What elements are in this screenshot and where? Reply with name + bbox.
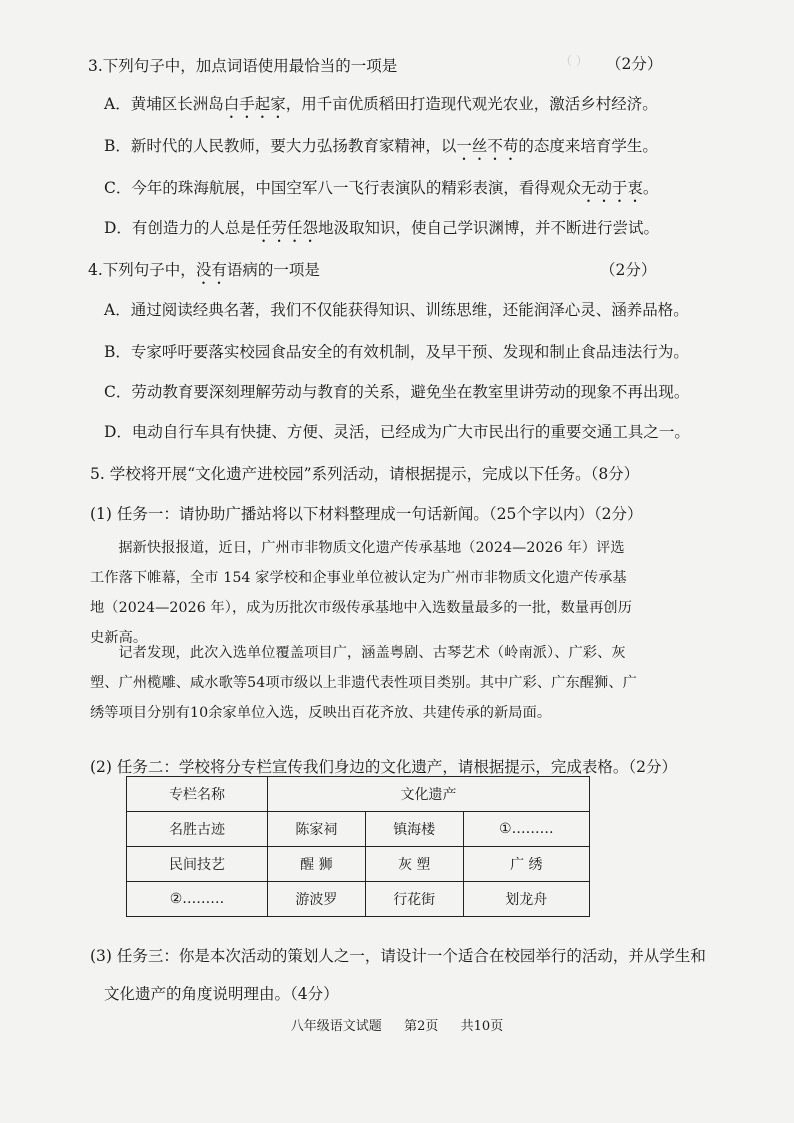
question-4-score: （2分） — [600, 261, 657, 279]
table-row — [127, 812, 590, 847]
task-1-prompt: (1) 任务一：请协助广播站将以下材料整理成一句话新闻。（25个字以内）（2分） — [90, 505, 643, 523]
question-4-stem: 4.下列句子中，没有语病的一项是 — [88, 261, 320, 279]
question-4-option-d: D．电动自行车具有快捷、方便、灵活，已经成为广大市民出行的重要交通工具之一。 — [104, 423, 690, 441]
table-cell: 划龙舟 — [463, 882, 589, 917]
dotted-word: 一丝不苟 — [456, 137, 519, 155]
table-cell-column-name: 名胜古迹 — [127, 812, 268, 847]
table-header-cell: 文化遗产 — [268, 777, 590, 812]
table-cell-blank-2: ②……… — [127, 882, 268, 917]
question-3-option-d: D．有创造力的人总是任劳任怨地汲取知识，使自己学识渊博，并不断进行尝试。 — [104, 219, 659, 237]
footer-page-number: 第2页 — [404, 1019, 439, 1034]
task-2-prompt: (2) 任务二：学校将分专栏宣传我们身边的文化遗产，请根据提示，完成表格。（2分） — [90, 758, 677, 776]
task-3-prompt-line-2: 文化遗产的角度说明理由。（4分） — [104, 985, 339, 1003]
dotted-word: 无动于衷 — [580, 179, 643, 197]
task-3-prompt-line-1: (3) 任务三：你是本次活动的策划人之一，请设计一个适合在校园举行的活动，并从学生和 — [90, 947, 706, 965]
news-material-paragraph-1: 据新快报报道，近日，广州市非物质文化遗产传承基地（2024—2026 年）评选工作落下帷幕，全市 154 家学校和企事业单位被认定为广州市非物质文化遗产传承基地（2024—2026 年），成为历批次市级传承基地中入选数量最多的一批，数量再创历史新高。 — [90, 540, 633, 646]
question-5-stem: 5. 学校将开展“文化遗产进校园”系列活动，请根据提示，完成以下任务。（8分） — [90, 465, 640, 483]
question-3-option-b: B．新时代的人民教师，要大力弘扬教育家精神，以一丝不苟的态度来培育学生。 — [104, 137, 658, 155]
footer-subject: 八年级语文试题 — [290, 1019, 382, 1034]
heritage-table — [126, 776, 590, 917]
question-4-option-c: C．劳动教育要深刻理解劳动与教育的关系，避免坐在教室里讲劳动的现象不再出现。 — [104, 383, 690, 401]
page-footer — [0, 1015, 794, 1034]
question-3-score: （2分） — [606, 55, 663, 73]
table-cell-blank-1: ①……… — [463, 812, 589, 847]
dotted-word: 白手起家 — [223, 95, 286, 113]
question-3-stem: 3.下列句子中，加点词语使用最恰当的一项是 — [88, 57, 398, 75]
dotted-word: 任劳任怨 — [255, 219, 318, 237]
table-cell: 灰 塑 — [365, 847, 463, 882]
table-cell: 行花街 — [365, 882, 463, 917]
table-header-row — [127, 777, 590, 812]
table-cell: 镇海楼 — [365, 812, 463, 847]
table-header-cell: 专栏名称 — [127, 777, 268, 812]
table-cell: 游波罗 — [268, 882, 366, 917]
table-row — [127, 882, 590, 917]
table-cell: 广 绣 — [463, 847, 589, 882]
footer-total-pages: 共10页 — [460, 1019, 504, 1034]
dotted-word: 没有 — [195, 261, 227, 279]
table-row — [127, 847, 590, 882]
table-cell: 陈家祠 — [268, 812, 366, 847]
question-4-option-b: B．专家呼吁要落实校园食品安全的有效机制，及早干预、发现和制止食品违法行为。 — [104, 343, 689, 361]
question-number: 3. — [88, 57, 103, 75]
question-number: 4. — [88, 261, 103, 279]
question-3-option-c: C．今年的珠海航展，中国空军八一飞行表演队的精彩表演，看得观众无动于衷。 — [104, 179, 659, 197]
question-4-option-a: A．通过阅读经典名著，我们不仅能获得知识、训练思维，还能润泽心灵、涵养品格。 — [104, 301, 689, 319]
news-material-paragraph-2: 记者发现，此次入选单位覆盖项目广，涵盖粤剧、古琴艺术（岭南派）、广彩、灰塑、广州榄雕、咸水歌等54项市级以上非遗代表性项目类别。其中广彩、广东醒狮、广绣等项目分别有10余家单位入选，反映出百花齐放、共建传承的新局面。 — [90, 645, 637, 721]
table-cell-column-name: 民间技艺 — [127, 847, 268, 882]
question-3-option-a: A．黄埔区长洲岛白手起家，用千亩优质稻田打造现代观光农业，激活乡村经济。 — [104, 95, 658, 113]
table-cell: 醒 狮 — [268, 847, 366, 882]
bleed-through-mark: （ ） — [560, 54, 588, 68]
